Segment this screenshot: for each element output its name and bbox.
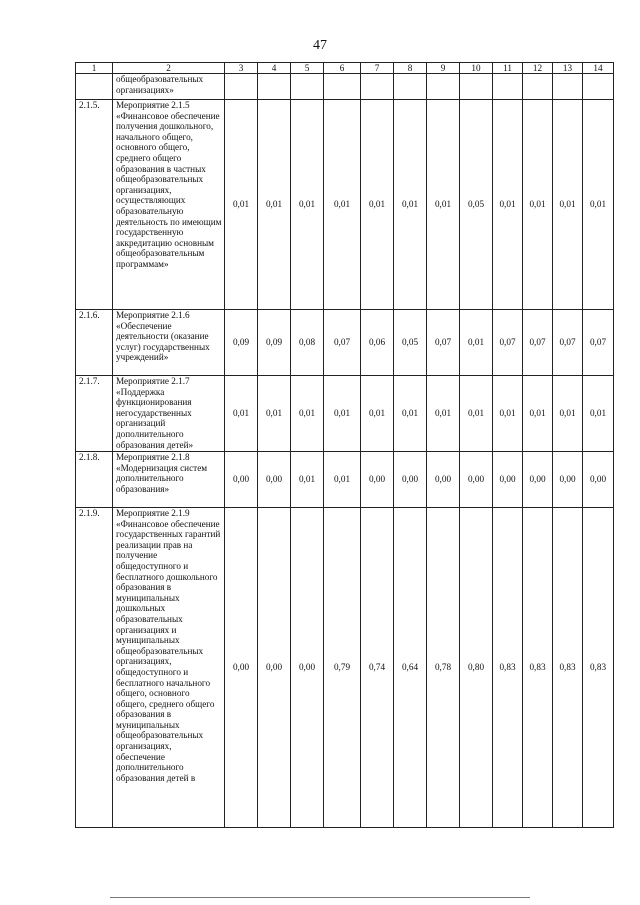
column-header: 7 xyxy=(361,63,394,74)
row-number: 2.1.9. xyxy=(76,508,113,828)
row-number: 2.1.6. xyxy=(76,310,113,376)
row-description: Мероприятие 2.1.8 «Модернизация систем дополнительного образования» xyxy=(113,452,225,508)
table-header-row xyxy=(76,63,614,74)
value-cell xyxy=(460,74,493,100)
value-cell: 0,00 xyxy=(553,452,583,508)
value-cell xyxy=(583,74,614,100)
value-cell: 0,09 xyxy=(225,310,258,376)
value-cell: 0,01 xyxy=(258,376,291,452)
value-cell: 0,01 xyxy=(324,100,361,310)
table-row xyxy=(76,376,614,452)
value-cell xyxy=(493,74,523,100)
column-header: 4 xyxy=(258,63,291,74)
value-cell: 0,01 xyxy=(493,100,523,310)
bottom-rule xyxy=(110,897,530,898)
row-number xyxy=(76,74,113,100)
value-cell: 0,00 xyxy=(583,452,614,508)
value-cell: 0,01 xyxy=(225,376,258,452)
value-cell: 0,79 xyxy=(324,508,361,828)
column-header: 11 xyxy=(493,63,523,74)
table-row xyxy=(76,452,614,508)
table-row xyxy=(76,100,614,310)
value-cell: 0,00 xyxy=(523,452,553,508)
value-cell xyxy=(361,74,394,100)
column-header: 2 xyxy=(113,63,225,74)
value-cell: 0,07 xyxy=(324,310,361,376)
value-cell: 0,01 xyxy=(361,100,394,310)
column-header: 6 xyxy=(324,63,361,74)
value-cell xyxy=(291,74,324,100)
value-cell: 0,00 xyxy=(225,452,258,508)
value-cell: 0,01 xyxy=(291,100,324,310)
value-cell: 0,09 xyxy=(258,310,291,376)
value-cell: 0,07 xyxy=(493,310,523,376)
value-cell: 0,80 xyxy=(460,508,493,828)
value-cell: 0,05 xyxy=(394,310,427,376)
value-cell: 0,01 xyxy=(324,452,361,508)
value-cell: 0,01 xyxy=(258,100,291,310)
row-number: 2.1.7. xyxy=(76,376,113,452)
data-table xyxy=(75,62,614,828)
value-cell: 0,07 xyxy=(553,310,583,376)
value-cell: 0,01 xyxy=(291,376,324,452)
value-cell: 0,01 xyxy=(394,376,427,452)
column-header: 10 xyxy=(460,63,493,74)
value-cell: 0,07 xyxy=(583,310,614,376)
value-cell: 0,00 xyxy=(427,452,460,508)
value-cell: 0,01 xyxy=(291,452,324,508)
table-row xyxy=(76,310,614,376)
value-cell xyxy=(324,74,361,100)
value-cell: 0,00 xyxy=(394,452,427,508)
value-cell xyxy=(394,74,427,100)
value-cell: 0,01 xyxy=(493,376,523,452)
value-cell: 0,83 xyxy=(553,508,583,828)
value-cell: 0,01 xyxy=(427,376,460,452)
value-cell: 0,08 xyxy=(291,310,324,376)
value-cell xyxy=(427,74,460,100)
row-description: Мероприятие 2.1.5 «Финансовое обеспечение получения дошкольного, начального общего, основного общего, среднего общего образования в частных общеобразовательных организациях, осуществляющих образовательную деятельность по имеющим государственную аккредитацию основным общеобразовательным программам» xyxy=(113,100,225,310)
value-cell: 0,00 xyxy=(361,452,394,508)
value-cell: 0,01 xyxy=(523,376,553,452)
value-cell: 0,83 xyxy=(583,508,614,828)
value-cell: 0,01 xyxy=(324,376,361,452)
row-description: Мероприятие 2.1.7 «Поддержка функционирования негосударственных организаций дополнительного образования детей» xyxy=(113,376,225,452)
table-row xyxy=(76,508,614,828)
value-cell: 0,01 xyxy=(553,100,583,310)
row-description: Мероприятие 2.1.6 «Обеспечение деятельности (оказание услуг) государственных учреждений» xyxy=(113,310,225,376)
column-header: 12 xyxy=(523,63,553,74)
value-cell: 0,83 xyxy=(523,508,553,828)
column-header: 9 xyxy=(427,63,460,74)
column-header: 8 xyxy=(394,63,427,74)
value-cell: 0,00 xyxy=(258,452,291,508)
value-cell: 0,01 xyxy=(553,376,583,452)
value-cell: 0,01 xyxy=(523,100,553,310)
column-header: 5 xyxy=(291,63,324,74)
value-cell: 0,00 xyxy=(258,508,291,828)
value-cell: 0,01 xyxy=(225,100,258,310)
value-cell: 0,01 xyxy=(583,376,614,452)
value-cell: 0,01 xyxy=(460,310,493,376)
value-cell: 0,64 xyxy=(394,508,427,828)
value-cell: 0,00 xyxy=(291,508,324,828)
value-cell: 0,74 xyxy=(361,508,394,828)
value-cell: 0,78 xyxy=(427,508,460,828)
value-cell: 0,01 xyxy=(460,376,493,452)
value-cell: 0,01 xyxy=(583,100,614,310)
row-number: 2.1.8. xyxy=(76,452,113,508)
value-cell: 0,01 xyxy=(427,100,460,310)
value-cell: 0,00 xyxy=(493,452,523,508)
value-cell: 0,00 xyxy=(225,508,258,828)
value-cell xyxy=(258,74,291,100)
column-header: 14 xyxy=(583,63,614,74)
value-cell: 0,07 xyxy=(523,310,553,376)
table-row xyxy=(76,74,614,100)
value-cell xyxy=(553,74,583,100)
page-number: 47 xyxy=(313,38,327,53)
column-header: 13 xyxy=(553,63,583,74)
value-cell: 0,06 xyxy=(361,310,394,376)
value-cell: 0,83 xyxy=(493,508,523,828)
value-cell: 0,07 xyxy=(427,310,460,376)
value-cell xyxy=(225,74,258,100)
column-header: 3 xyxy=(225,63,258,74)
column-header: 1 xyxy=(76,63,113,74)
row-number: 2.1.5. xyxy=(76,100,113,310)
row-description: Мероприятие 2.1.9 «Финансовое обеспечение государственных гарантий реализации прав на получение общедоступного и бесплатного дошкольного образования в муниципальных дошкольных образовательных организациях и муниципальных общеобразовательных организациях, общедоступного и бесплатного начального общего, основного общего, среднего общего образования в муниципальных общеобразовательных организациях, обеспечение дополнительного образования детей в xyxy=(113,508,225,828)
value-cell xyxy=(523,74,553,100)
value-cell: 0,01 xyxy=(394,100,427,310)
value-cell: 0,01 xyxy=(361,376,394,452)
value-cell: 0,05 xyxy=(460,100,493,310)
value-cell: 0,00 xyxy=(460,452,493,508)
row-description: общеобразовательных организациях» xyxy=(113,74,225,100)
